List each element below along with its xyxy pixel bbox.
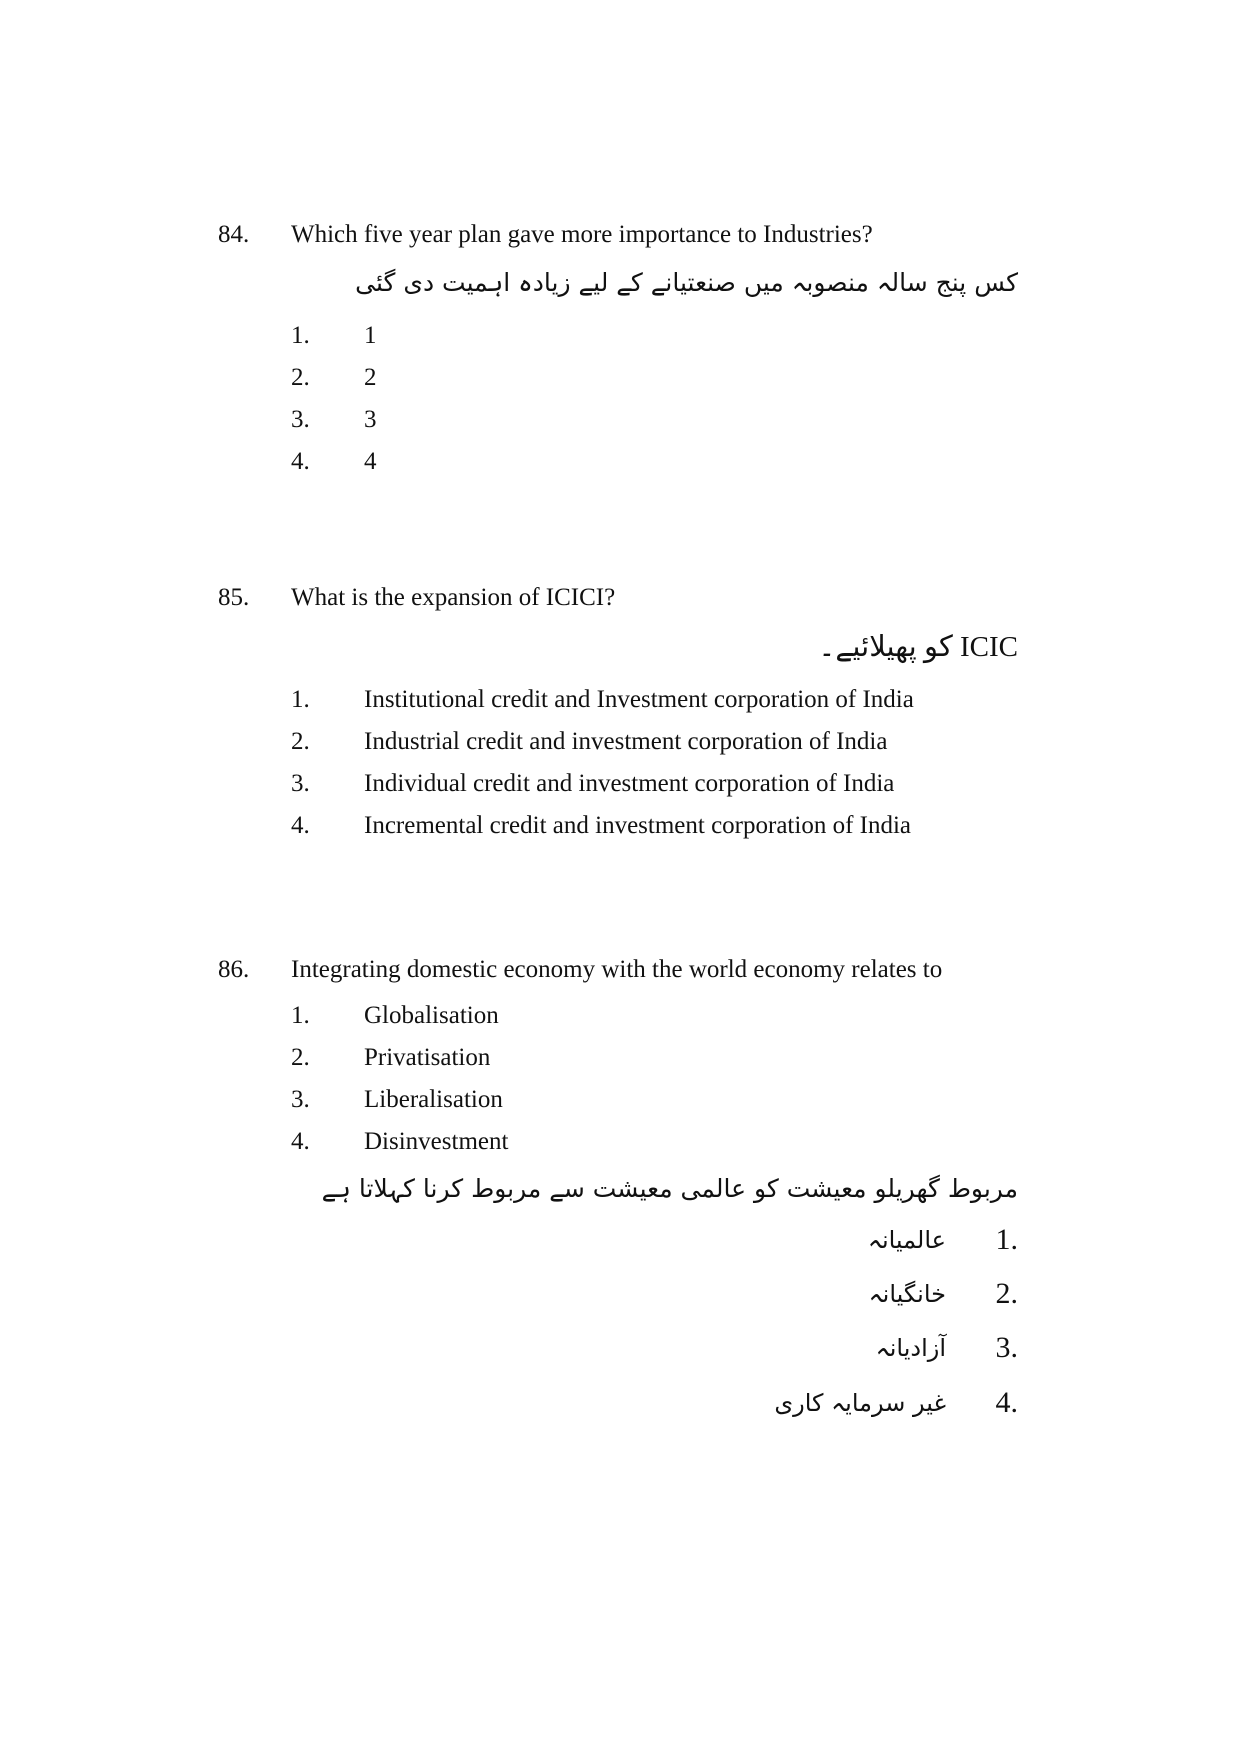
- option-number: 3.: [291, 406, 310, 433]
- question-text: What is the expansion of ICICI?: [291, 584, 616, 611]
- option-text: Industrial credit and investment corporation of India: [364, 728, 888, 755]
- option-number: 1.: [291, 322, 310, 349]
- option-number: 1.: [291, 686, 310, 713]
- option-text: Disinvestment: [364, 1128, 509, 1155]
- question-number: 86.: [218, 956, 250, 983]
- urdu-option: [778, 1220, 1018, 1260]
- option-number: 2.: [291, 1044, 310, 1071]
- question-urdu-text: کس پنج سالہ منصوبہ میں صنعتیانے کے لیے زیادہ اہمیت دی گئی: [355, 268, 1018, 297]
- option-text: Incremental credit and investment corporation of India: [364, 812, 912, 839]
- urdu-option-text: غیر سرمایہ کاری: [774, 1389, 946, 1417]
- option-text: Institutional credit and Investment corporation of India: [364, 686, 914, 713]
- question-urdu-text: مربوط گھریلو معیشت کو عالمی معیشت سے مربوط کرنا کہلاتا ہے: [321, 1174, 1018, 1203]
- question-text: Which five year plan gave more importance to Industries?: [291, 221, 873, 248]
- option-text: 2: [364, 364, 377, 391]
- option-text: Individual credit and investment corporation of India: [364, 770, 895, 797]
- urdu-option-number: 1.: [995, 1223, 1018, 1256]
- option-text: Globalisation: [364, 1002, 499, 1029]
- option-number: 2.: [291, 364, 310, 391]
- option-number: 4.: [291, 448, 310, 475]
- option-number: 4.: [291, 1128, 310, 1155]
- urdu-option-number: 3.: [995, 1331, 1018, 1364]
- urdu-option: [778, 1274, 1018, 1314]
- urdu-option: [774, 1383, 1018, 1423]
- option-number: 2.: [291, 728, 310, 755]
- option-text: Liberalisation: [364, 1086, 503, 1113]
- option-text: 4: [364, 448, 377, 475]
- question-number: 85.: [218, 584, 250, 611]
- urdu-option-text: آزادیانہ: [875, 1334, 946, 1362]
- option-number: 1.: [291, 1002, 310, 1029]
- urdu-option-text: عالمیانہ: [867, 1226, 946, 1254]
- option-text: 3: [364, 406, 377, 433]
- urdu-option-number: 2.: [995, 1277, 1018, 1310]
- option-number: 3.: [291, 1086, 310, 1113]
- option-text: 1: [364, 322, 377, 349]
- question-text: Integrating domestic economy with the world economy relates to: [291, 956, 943, 983]
- urdu-option-text: خانگیانہ: [868, 1280, 946, 1308]
- urdu-option: [778, 1328, 1018, 1368]
- option-number: 3.: [291, 770, 310, 797]
- option-text: Privatisation: [364, 1044, 491, 1071]
- urdu-option-number: 4.: [995, 1386, 1018, 1419]
- option-number: 4.: [291, 812, 310, 839]
- question-number: 84.: [218, 221, 250, 248]
- question-urdu-text: ICIC کو پھیلائیے۔: [818, 631, 1018, 663]
